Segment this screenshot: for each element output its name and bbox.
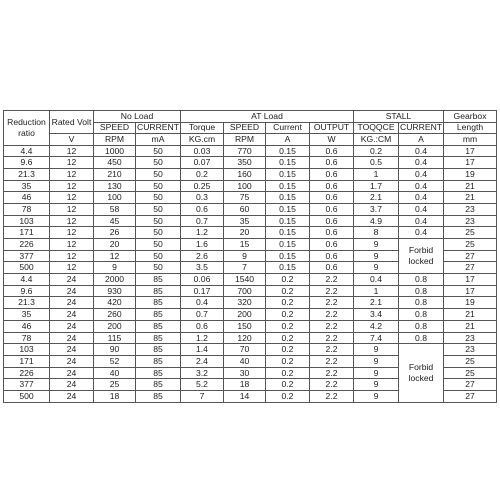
- cell-gb-length: 27: [444, 379, 497, 391]
- cell-al-torque: 2.4: [181, 355, 224, 367]
- cell-nl-speed: 260: [94, 309, 136, 321]
- cell-nl-speed: 52: [94, 355, 136, 367]
- cell-ratio: 500: [4, 390, 50, 402]
- cell-al-speed: 20: [224, 227, 266, 239]
- cell-al-output: 2.2: [310, 285, 354, 297]
- spec-table-body: [4, 145, 497, 402]
- header-al-torque: Torque: [181, 122, 224, 134]
- cell-nl-current: 50: [136, 262, 181, 274]
- cell-nl-current: 85: [136, 344, 181, 356]
- cell-volt: 24: [50, 390, 94, 402]
- header-al-current: Current: [266, 122, 310, 134]
- cell-stall-torque: 3.7: [354, 203, 399, 215]
- cell-gb-length: 17: [444, 145, 497, 157]
- cell-al-torque: 0.25: [181, 180, 224, 192]
- table-row: [4, 157, 497, 169]
- cell-nl-speed: 40: [94, 367, 136, 379]
- cell-al-output: 0.6: [310, 157, 354, 169]
- cell-ratio: 46: [4, 192, 50, 204]
- header-gearbox: Gearbox: [444, 111, 497, 123]
- cell-gb-length: 23: [444, 215, 497, 227]
- cell-forbid-locked: Forbid locked: [399, 344, 444, 402]
- cell-al-torque: 1.6: [181, 239, 224, 251]
- cell-al-torque: 0.17: [181, 285, 224, 297]
- cell-nl-speed: 210: [94, 168, 136, 180]
- cell-nl-speed: 18: [94, 390, 136, 402]
- cell-al-output: 0.6: [310, 145, 354, 157]
- cell-al-speed: 150: [224, 320, 266, 332]
- unit-volt: V: [50, 134, 94, 146]
- header-nl-speed: SPEED: [94, 122, 136, 134]
- cell-al-current: 0.2: [266, 355, 310, 367]
- table-row: [4, 192, 497, 204]
- header-stall-current: CURRENT: [400, 122, 443, 133]
- cell-al-speed: 350: [224, 157, 266, 169]
- cell-al-torque: 0.03: [181, 145, 224, 157]
- cell-stall-torque: 2.1: [354, 297, 399, 309]
- cell-nl-speed: 26: [94, 227, 136, 239]
- cell-stall-current: 0.8: [399, 285, 444, 297]
- unit-watt: W: [310, 134, 354, 146]
- cell-nl-speed: 9: [94, 262, 136, 274]
- cell-al-current: 0.2: [266, 390, 310, 402]
- cell-gb-length: 27: [444, 262, 497, 274]
- cell-volt: 24: [50, 332, 94, 344]
- cell-al-speed: 60: [224, 203, 266, 215]
- cell-volt: 24: [50, 355, 94, 367]
- cell-nl-current: 50: [136, 192, 181, 204]
- header-rated-volt: Rated Volt: [50, 111, 94, 134]
- cell-ratio: 377: [4, 250, 50, 262]
- cell-nl-current: 50: [136, 168, 181, 180]
- cell-volt: 24: [50, 297, 94, 309]
- cell-stall-torque: 0.2: [354, 145, 399, 157]
- header-gb-length: Length: [444, 122, 497, 134]
- cell-volt: 24: [50, 285, 94, 297]
- cell-nl-current: 85: [136, 274, 181, 286]
- cell-volt: 24: [50, 309, 94, 321]
- cell-stall-current: 0.4: [399, 215, 444, 227]
- cell-al-speed: 320: [224, 297, 266, 309]
- cell-nl-current: 85: [136, 390, 181, 402]
- cell-al-torque: 0.4: [181, 297, 224, 309]
- cell-al-speed: 160: [224, 168, 266, 180]
- cell-al-output: 0.6: [310, 227, 354, 239]
- cell-al-speed: 14: [224, 390, 266, 402]
- cell-volt: 12: [50, 157, 94, 169]
- header-stall: STALL: [354, 111, 444, 123]
- cell-al-output: 0.6: [310, 262, 354, 274]
- cell-al-speed: 100: [224, 180, 266, 192]
- cell-ratio: 78: [4, 203, 50, 215]
- cell-al-torque: 1.2: [181, 227, 224, 239]
- table-row: [4, 180, 497, 192]
- cell-al-current: 0.2: [266, 285, 310, 297]
- cell-stall-torque: 9: [354, 250, 399, 262]
- cell-al-output: 0.6: [310, 203, 354, 215]
- cell-nl-current: 50: [136, 203, 181, 215]
- cell-nl-speed: 2000: [94, 274, 136, 286]
- cell-al-torque: 0.7: [181, 309, 224, 321]
- cell-stall-torque: 0.5: [354, 157, 399, 169]
- cell-ratio: 171: [4, 227, 50, 239]
- cell-volt: 12: [50, 145, 94, 157]
- cell-al-torque: 2.6: [181, 250, 224, 262]
- cell-forbid-locked: Forbid locked: [399, 239, 444, 274]
- cell-gb-length: 21: [444, 320, 497, 332]
- cell-volt: 12: [50, 227, 94, 239]
- cell-al-torque: 1.2: [181, 332, 224, 344]
- cell-stall-torque: 4.9: [354, 215, 399, 227]
- cell-al-current: 0.2: [266, 344, 310, 356]
- cell-al-output: 0.6: [310, 168, 354, 180]
- unit-kgcm-stall: KG.:CM: [354, 134, 399, 146]
- unit-mm: mm: [444, 134, 497, 146]
- cell-stall-torque: 1: [354, 285, 399, 297]
- cell-al-current: 0.15: [266, 227, 310, 239]
- cell-al-torque: 7: [181, 390, 224, 402]
- table-row: [4, 145, 497, 157]
- cell-al-speed: 40: [224, 355, 266, 367]
- cell-al-torque: 0.07: [181, 157, 224, 169]
- cell-al-output: 2.2: [310, 332, 354, 344]
- cell-volt: 12: [50, 203, 94, 215]
- header-no-load: No Load: [94, 111, 181, 123]
- cell-gb-length: 21: [444, 309, 497, 321]
- unit-kgcm: KG.cm: [181, 134, 224, 146]
- cell-volt: 24: [50, 274, 94, 286]
- table-row: [4, 215, 497, 227]
- cell-volt: 24: [50, 379, 94, 391]
- cell-al-current: 0.15: [266, 215, 310, 227]
- cell-al-output: 2.2: [310, 274, 354, 286]
- cell-stall-torque: 9: [354, 367, 399, 379]
- cell-al-output: 2.2: [310, 297, 354, 309]
- cell-stall-current: 0.8: [399, 320, 444, 332]
- cell-nl-speed: 90: [94, 344, 136, 356]
- cell-ratio: 4.4: [4, 274, 50, 286]
- cell-stall-current: 0.8: [399, 274, 444, 286]
- cell-al-output: 2.2: [310, 309, 354, 321]
- header-al-output: OUTPUT: [310, 122, 354, 134]
- cell-ratio: 226: [4, 239, 50, 251]
- cell-al-current: 0.15: [266, 239, 310, 251]
- cell-al-output: 2.2: [310, 379, 354, 391]
- cell-al-current: 0.2: [266, 320, 310, 332]
- cell-al-current: 0.2: [266, 297, 310, 309]
- cell-ratio: 4.4: [4, 145, 50, 157]
- cell-ratio: 35: [4, 309, 50, 321]
- cell-nl-speed: 100: [94, 192, 136, 204]
- cell-gb-length: 25: [444, 367, 497, 379]
- cell-al-torque: 0.3: [181, 192, 224, 204]
- cell-al-output: 0.6: [310, 239, 354, 251]
- cell-ratio: 500: [4, 262, 50, 274]
- cell-stall-current: 0.8: [399, 309, 444, 321]
- cell-nl-current: 50: [136, 157, 181, 169]
- cell-nl-speed: 115: [94, 332, 136, 344]
- cell-nl-current: 50: [136, 239, 181, 251]
- cell-al-speed: 15: [224, 239, 266, 251]
- cell-nl-current: 50: [136, 145, 181, 157]
- cell-stall-torque: 7.4: [354, 332, 399, 344]
- cell-al-current: 0.2: [266, 379, 310, 391]
- cell-stall-current: 0.8: [399, 332, 444, 344]
- cell-nl-current: 85: [136, 379, 181, 391]
- cell-stall-current: 0.4: [399, 157, 444, 169]
- cell-al-speed: 35: [224, 215, 266, 227]
- cell-nl-speed: 200: [94, 320, 136, 332]
- cell-stall-torque: 8: [354, 227, 399, 239]
- cell-al-current: 0.2: [266, 367, 310, 379]
- cell-nl-current: 85: [136, 309, 181, 321]
- unit-ma: mA: [136, 134, 181, 146]
- cell-stall-current: 0.4: [399, 203, 444, 215]
- unit-amp: A: [266, 134, 310, 146]
- cell-stall-torque: 9: [354, 379, 399, 391]
- cell-al-speed: 7: [224, 262, 266, 274]
- table-row: [4, 320, 497, 332]
- cell-volt: 12: [50, 215, 94, 227]
- table-row: [4, 285, 497, 297]
- cell-nl-current: 85: [136, 320, 181, 332]
- cell-ratio: 35: [4, 180, 50, 192]
- table-row: [4, 297, 497, 309]
- motor-spec-table: [3, 110, 497, 403]
- cell-nl-current: 50: [136, 250, 181, 262]
- cell-gb-length: 23: [444, 203, 497, 215]
- cell-stall-torque: 2.1: [354, 192, 399, 204]
- cell-stall-current: 0.4: [399, 145, 444, 157]
- table-row: [4, 274, 497, 286]
- cell-al-current: 0.15: [266, 180, 310, 192]
- cell-gb-length: 17: [444, 274, 497, 286]
- cell-stall-torque: 9: [354, 262, 399, 274]
- cell-al-output: 2.2: [310, 344, 354, 356]
- cell-gb-length: 21: [444, 192, 497, 204]
- cell-volt: 12: [50, 262, 94, 274]
- cell-nl-speed: 20: [94, 239, 136, 251]
- cell-stall-current: 0.8: [399, 297, 444, 309]
- cell-gb-length: 25: [444, 227, 497, 239]
- cell-gb-length: 23: [444, 344, 497, 356]
- cell-volt: 12: [50, 239, 94, 251]
- cell-nl-speed: 45: [94, 215, 136, 227]
- cell-stall-torque: 4.2: [354, 320, 399, 332]
- cell-al-output: 0.6: [310, 215, 354, 227]
- cell-stall-current: 0.4: [399, 192, 444, 204]
- cell-gb-length: 17: [444, 285, 497, 297]
- cell-al-current: 0.15: [266, 157, 310, 169]
- table-row: [4, 168, 497, 180]
- cell-ratio: 21.3: [4, 168, 50, 180]
- cell-al-current: 0.15: [266, 262, 310, 274]
- cell-ratio: 103: [4, 344, 50, 356]
- table-row: [4, 332, 497, 344]
- cell-nl-current: 85: [136, 367, 181, 379]
- cell-nl-current: 85: [136, 285, 181, 297]
- cell-nl-current: 50: [136, 215, 181, 227]
- cell-ratio: 103: [4, 215, 50, 227]
- cell-al-output: 2.2: [310, 367, 354, 379]
- table-row: [4, 227, 497, 239]
- cell-al-speed: 75: [224, 192, 266, 204]
- cell-al-speed: 1540: [224, 274, 266, 286]
- cell-gb-length: 19: [444, 297, 497, 309]
- cell-nl-speed: 12: [94, 250, 136, 262]
- cell-al-output: 2.2: [310, 390, 354, 402]
- cell-al-output: 2.2: [310, 355, 354, 367]
- cell-al-current: 0.2: [266, 309, 310, 321]
- cell-ratio: 78: [4, 332, 50, 344]
- unit-rpm-load: RPM: [224, 134, 266, 146]
- cell-nl-speed: 25: [94, 379, 136, 391]
- header-at-load: AT Load: [181, 111, 354, 123]
- cell-ratio: 171: [4, 355, 50, 367]
- cell-gb-length: 21: [444, 180, 497, 192]
- cell-gb-length: 27: [444, 250, 497, 262]
- cell-al-current: 0.15: [266, 250, 310, 262]
- cell-stall-current: 0.4: [399, 180, 444, 192]
- cell-al-torque: 0.6: [181, 320, 224, 332]
- cell-nl-current: 85: [136, 332, 181, 344]
- cell-al-torque: 3.5: [181, 262, 224, 274]
- cell-al-output: 0.6: [310, 250, 354, 262]
- header-reduction-ratio: Reduction ratio: [4, 111, 50, 146]
- cell-al-speed: 9: [224, 250, 266, 262]
- cell-ratio: 9.6: [4, 157, 50, 169]
- header-al-speed: SPEED: [224, 122, 266, 134]
- cell-volt: 12: [50, 250, 94, 262]
- cell-volt: 24: [50, 344, 94, 356]
- cell-al-output: 0.6: [310, 192, 354, 204]
- cell-nl-speed: 1000: [94, 145, 136, 157]
- cell-stall-torque: 9: [354, 344, 399, 356]
- table-row: [4, 309, 497, 321]
- cell-volt: 24: [50, 320, 94, 332]
- cell-volt: 12: [50, 180, 94, 192]
- cell-al-speed: 770: [224, 145, 266, 157]
- cell-al-output: 0.6: [310, 180, 354, 192]
- cell-al-current: 0.15: [266, 168, 310, 180]
- cell-al-speed: 70: [224, 344, 266, 356]
- cell-nl-speed: 420: [94, 297, 136, 309]
- spec-table-wrapper: [3, 110, 496, 403]
- cell-stall-current: 0.4: [399, 227, 444, 239]
- cell-ratio: 9.6: [4, 285, 50, 297]
- cell-ratio: 46: [4, 320, 50, 332]
- cell-al-speed: 700: [224, 285, 266, 297]
- cell-nl-current: 50: [136, 180, 181, 192]
- cell-stall-torque: 1.7: [354, 180, 399, 192]
- cell-volt: 12: [50, 192, 94, 204]
- cell-al-output: 2.2: [310, 320, 354, 332]
- cell-al-torque: 0.06: [181, 274, 224, 286]
- cell-al-current: 0.15: [266, 203, 310, 215]
- cell-al-current: 0.2: [266, 274, 310, 286]
- cell-al-torque: 0.6: [181, 203, 224, 215]
- cell-nl-speed: 58: [94, 203, 136, 215]
- unit-amp-stall: A: [399, 134, 444, 146]
- cell-stall-torque: 0.4: [354, 274, 399, 286]
- cell-stall-torque: 9: [354, 390, 399, 402]
- cell-ratio: 21.3: [4, 297, 50, 309]
- cell-nl-speed: 450: [94, 157, 136, 169]
- cell-volt: 24: [50, 367, 94, 379]
- cell-stall-torque: 3.4: [354, 309, 399, 321]
- cell-gb-length: 25: [444, 239, 497, 251]
- cell-al-speed: 18: [224, 379, 266, 391]
- cell-stall-torque: 9: [354, 239, 399, 251]
- cell-al-torque: 0.7: [181, 215, 224, 227]
- cell-al-torque: 1.4: [181, 344, 224, 356]
- cell-nl-current: 50: [136, 227, 181, 239]
- cell-gb-length: 17: [444, 157, 497, 169]
- cell-volt: 12: [50, 168, 94, 180]
- cell-al-current: 0.2: [266, 332, 310, 344]
- cell-al-speed: 200: [224, 309, 266, 321]
- header-nl-current: CURRENT: [136, 122, 179, 133]
- cell-stall-torque: 1: [354, 168, 399, 180]
- unit-rpm: RPM: [94, 134, 136, 146]
- cell-al-torque: 3.2: [181, 367, 224, 379]
- cell-nl-speed: 130: [94, 180, 136, 192]
- cell-gb-length: 23: [444, 332, 497, 344]
- cell-stall-torque: 9: [354, 355, 399, 367]
- cell-al-current: 0.15: [266, 192, 310, 204]
- table-row: [4, 344, 497, 356]
- cell-nl-speed: 930: [94, 285, 136, 297]
- cell-ratio: 377: [4, 379, 50, 391]
- cell-stall-current: 0.4: [399, 168, 444, 180]
- cell-nl-current: 85: [136, 355, 181, 367]
- cell-al-current: 0.15: [266, 145, 310, 157]
- cell-ratio: 226: [4, 367, 50, 379]
- cell-al-speed: 30: [224, 367, 266, 379]
- cell-nl-current: 85: [136, 297, 181, 309]
- table-row: [4, 203, 497, 215]
- cell-gb-length: 27: [444, 390, 497, 402]
- cell-al-torque: 5.2: [181, 379, 224, 391]
- cell-gb-length: 25: [444, 355, 497, 367]
- header-stall-torque: TOQQCE: [354, 122, 399, 134]
- cell-al-speed: 120: [224, 332, 266, 344]
- cell-gb-length: 19: [444, 168, 497, 180]
- table-row: [4, 239, 497, 251]
- cell-al-torque: 0.2: [181, 168, 224, 180]
